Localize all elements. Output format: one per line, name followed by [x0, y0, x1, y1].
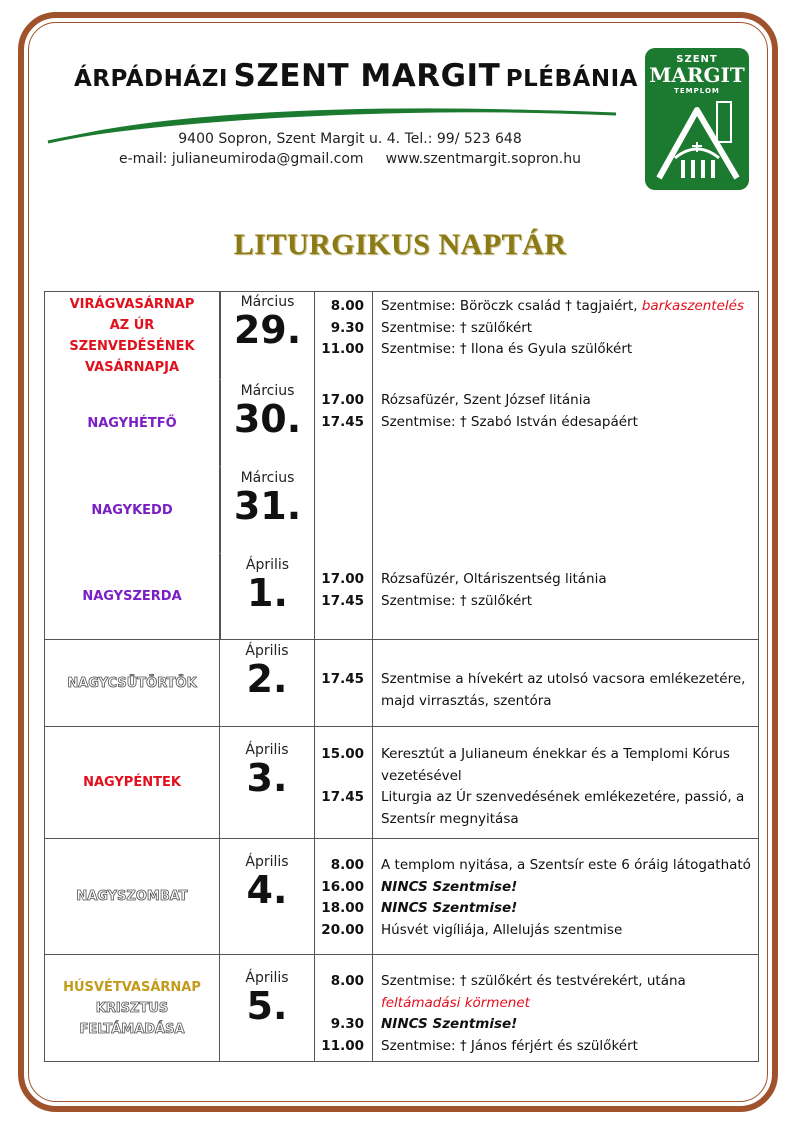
day-name-line: NAGYSZOMBAT [76, 889, 188, 904]
day-number: 29. [233, 308, 302, 352]
time-entry [315, 766, 364, 788]
day-name-line: AZ ÚR SZENVEDÉSÉNEK [69, 318, 195, 354]
month-label: Április [245, 970, 289, 986]
logo-line-3: TEMPLOM [674, 87, 720, 95]
date-cell [220, 292, 315, 640]
month-label: Április [245, 557, 290, 573]
time-cell [315, 955, 373, 1062]
event-entry [381, 766, 752, 788]
time-entry: 9.30 [330, 319, 364, 336]
time-list [315, 467, 372, 554]
day-number: 5. [246, 984, 288, 1028]
event-entry [381, 296, 752, 318]
date-cell [220, 727, 315, 839]
event-cell [373, 292, 759, 640]
event-list [373, 839, 758, 954]
event-text: Húsvét vigíliája, Allelujás szentmise [381, 921, 623, 938]
event-entry [381, 855, 752, 877]
time-entry: 15.00 [321, 746, 364, 762]
time-entry: 8.00 [330, 298, 364, 314]
day-name-line: HÚSVÉTVASÁRNAP [63, 979, 201, 995]
day-number: 31. [233, 484, 302, 528]
day-name [45, 640, 219, 726]
title-part-1: ÁRPÁDHÁZI [74, 66, 228, 92]
date-block [220, 380, 314, 467]
event-entry [381, 920, 752, 942]
month-label: Március [240, 294, 295, 310]
contact-line [0, 151, 700, 167]
date-block [220, 554, 314, 639]
event-text: majd virrasztás, szentóra [381, 692, 552, 709]
day-number: 1. [247, 571, 288, 615]
event-text: Szentmise: † János férjért és szülőkért [381, 1037, 638, 1054]
month-label: Március [240, 470, 295, 486]
event-list [373, 467, 758, 554]
time-entry: 17.45 [321, 592, 364, 609]
logo-line-1: SZENT [676, 54, 718, 65]
event-text: Szentmise: † szülőkért és testvérekért, utána [381, 973, 686, 989]
page-heading: LITURGIKUS NAPTÁR [233, 228, 567, 261]
church-icon [645, 96, 749, 190]
event-text: A templom nyitása, a Szentsír este 6 óráig látogatható [381, 857, 751, 873]
time-list [315, 554, 372, 639]
event-entry [381, 993, 752, 1015]
time-list [315, 380, 372, 467]
event-list [373, 292, 758, 380]
day-number: 4. [246, 868, 288, 912]
time-entry: 9.30 [330, 1016, 364, 1032]
event-list [373, 380, 758, 467]
time-entry: 17.00 [321, 571, 364, 587]
day-name-line: NAGYKEDD [91, 503, 173, 518]
time-list [315, 727, 372, 838]
day-name-line: VIRÁGVASÁRNAP [69, 297, 195, 312]
time-entry: 17.45 [321, 789, 364, 805]
month-label: Április [245, 742, 289, 758]
date-block [220, 640, 314, 726]
email-text: e-mail: julianeumiroda@gmail.com [119, 151, 364, 167]
day-name-line: NAGYHÉTFŐ [87, 416, 177, 431]
event-text: Rózsafüzér, Szent József litánia [381, 392, 591, 408]
event-entry [381, 809, 752, 831]
day-number: 30. [233, 397, 302, 441]
date-block [220, 292, 314, 380]
event-entry [381, 412, 752, 434]
time-cell [315, 839, 373, 955]
day-number: 2. [246, 657, 288, 701]
day-name [45, 554, 219, 639]
event-text: Rózsafüzér, Oltáriszentség litánia [381, 571, 607, 587]
event-text: Liturgia az Úr szenvedésének emlékezetére, passió, a [381, 789, 745, 805]
event-text: NINCS Szentmise! [381, 878, 518, 895]
calendar-row-group [45, 640, 759, 727]
calendar-row-group [45, 292, 759, 640]
day-name [45, 467, 219, 554]
liturgical-calendar-table [44, 291, 759, 1062]
title-part-2: SZENT MARGIT [233, 58, 501, 94]
event-text: feltámadási körmenet [381, 994, 530, 1011]
event-text: Szentmise: † Szabó István édesapáért [381, 413, 638, 430]
event-text: Szentsír megnyitása [381, 810, 519, 827]
day-name [45, 380, 219, 467]
time-entry: 18.00 [321, 900, 364, 916]
parish-title [74, 58, 638, 94]
event-text: Szentmise: † szülőkért [381, 319, 533, 336]
day-name [45, 839, 219, 954]
date-block [220, 839, 314, 954]
day-name-cell [45, 292, 220, 640]
event-entry [381, 1014, 752, 1036]
day-name [45, 727, 219, 838]
event-entry [381, 318, 752, 340]
time-entry: 20.00 [321, 921, 364, 938]
event-text: Szentmise: Böröczk család † tagjaiért, [381, 298, 642, 314]
day-name-line: NAGYPÉNTEK [83, 775, 181, 790]
day-name-cell [45, 955, 220, 1062]
event-entry [381, 691, 752, 713]
time-list [315, 640, 372, 726]
event-list [373, 727, 758, 838]
event-entry [381, 669, 752, 691]
event-list [373, 955, 758, 1061]
event-entry [381, 591, 752, 613]
event-entry [381, 390, 752, 412]
time-entry: 11.00 [321, 341, 364, 357]
time-entry: 8.00 [330, 973, 364, 989]
event-entry [381, 898, 752, 920]
month-label: Április [245, 854, 289, 870]
event-entry [381, 787, 752, 809]
time-cell [315, 727, 373, 839]
event-cell [373, 727, 759, 839]
event-text: vezetésével [381, 767, 462, 784]
date-block [220, 727, 314, 838]
time-entry: 11.00 [321, 1037, 364, 1054]
event-cell [373, 839, 759, 955]
parish-logo [645, 48, 749, 190]
event-cell [373, 640, 759, 727]
website-text: www.szentmargit.sopron.hu [385, 151, 581, 167]
time-entry: 17.00 [321, 392, 364, 408]
day-name-line: VASÁRNAPJA [84, 360, 180, 375]
day-name-cell [45, 640, 220, 727]
day-name-cell [45, 839, 220, 955]
date-cell [220, 955, 315, 1062]
event-text: NINCS Szentmise! [381, 900, 518, 916]
time-entry: 17.45 [321, 413, 364, 430]
time-entry [315, 993, 364, 1015]
event-text: Keresztút a Julianeum énekkar és a Templomi Kórus [381, 746, 730, 762]
event-entry [381, 339, 752, 361]
event-text: Szentmise: † szülőkért [381, 592, 533, 609]
event-entry [381, 971, 752, 993]
day-name [45, 292, 219, 380]
time-cell [315, 640, 373, 727]
address-line: 9400 Sopron, Szent Margit u. 4. Tel.: 99/ 523 648 [178, 131, 522, 147]
date-cell [220, 839, 315, 955]
day-name-line: NAGYCSÜTÖRTÖK [67, 675, 197, 691]
event-entry [381, 877, 752, 899]
day-name-line: NAGYSZERDA [82, 589, 182, 604]
date-cell [220, 640, 315, 727]
day-number: 3. [246, 756, 288, 800]
event-text: Szentmise a hívekért az utolsó vacsora emlékezetére, [381, 671, 746, 687]
time-entry: 8.00 [330, 857, 364, 873]
month-label: Március [240, 383, 295, 399]
event-cell [373, 955, 759, 1062]
date-block [220, 467, 314, 554]
calendar-row-group [45, 727, 759, 839]
day-name [45, 955, 219, 1061]
time-entry: 17.45 [321, 671, 364, 687]
day-name-line: KRISZTUS [95, 1000, 169, 1016]
event-list [373, 554, 758, 639]
time-cell [315, 292, 373, 640]
logo-line-2: MARGIT [649, 63, 745, 87]
event-highlight: barkaszentelés [641, 298, 744, 314]
day-name-cell [45, 727, 220, 839]
time-list [315, 955, 372, 1061]
time-entry: 16.00 [321, 878, 364, 895]
event-entry [381, 744, 752, 766]
title-part-3: PLÉBÁNIA [505, 66, 638, 92]
day-name-line: FELTÁMADÁSA [79, 1021, 185, 1037]
event-entry [381, 569, 752, 591]
event-text: NINCS Szentmise! [381, 1016, 518, 1032]
time-list [315, 839, 372, 954]
event-list [373, 640, 758, 726]
date-block [220, 955, 314, 1061]
time-list [315, 292, 372, 380]
calendar-row-group [45, 839, 759, 955]
calendar-row-group [45, 955, 759, 1062]
month-label: Április [245, 643, 289, 659]
event-entry [381, 1036, 752, 1058]
event-text: Szentmise: † Ilona és Gyula szülőkért [381, 341, 633, 357]
